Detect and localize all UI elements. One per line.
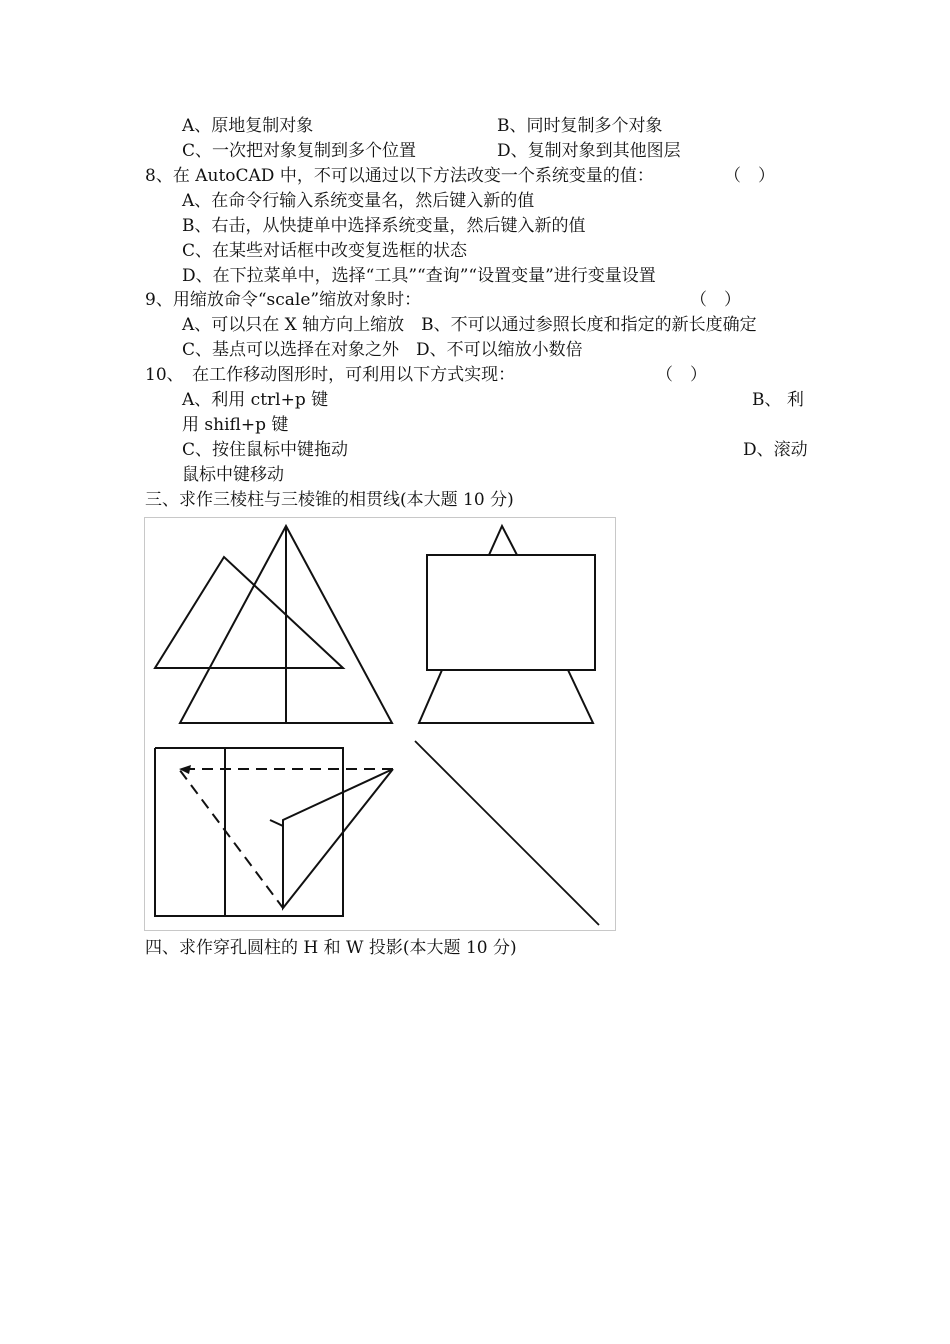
pyramid-side-apex — [489, 526, 517, 555]
q7-option-c: C、一次把对象复制到多个位置 — [182, 141, 417, 161]
q7-option-d: D、复制对象到其他图层 — [497, 141, 681, 161]
front-view — [155, 526, 392, 723]
q9-stem: 9、用缩放命令“scale”缩放对象时： — [145, 290, 422, 310]
prism-side-rectangle — [427, 555, 595, 670]
q9-options-cd: C、基点可以选择在对象之外 D、不可以缩放小数倍 — [182, 340, 583, 360]
q8-option-a: A、在命令行输入系统变量名，然后键入新的值 — [182, 191, 535, 211]
section-3-heading: 三、求作三棱柱与三棱锥的相贯线(本大题 10 分) — [145, 490, 514, 510]
section-4-heading: 四、求作穿孔圆柱的 H 和 W 投影(本大题 10 分) — [145, 938, 517, 958]
q9-answer-blank: （ ） — [690, 290, 741, 310]
q8-stem: 8、在 AutoCAD 中，不可以通过以下方法改变一个系统变量的值： — [145, 166, 654, 186]
q10-stem: 10、 在工作移动图形时，可利用以下方式实现： — [145, 365, 516, 385]
top-view — [155, 748, 393, 916]
q10-option-d-start: D、滚动 — [743, 440, 808, 460]
q7-option-b: B、同时复制多个对象 — [497, 116, 663, 136]
pyramid-top-ridge — [270, 820, 283, 826]
q8-answer-blank: （ ） — [724, 166, 775, 186]
construction-45-line — [415, 741, 599, 925]
q10-option-c: C、按住鼠标中键拖动 — [182, 440, 349, 460]
q9-options-ab: A、可以只在 X 轴方向上缩放 B、不可以通过参照长度和指定的新长度确定 — [182, 315, 757, 335]
side-view — [419, 526, 595, 723]
q8-option-c: C、在某些对话框中改变复选框的状态 — [182, 241, 468, 261]
q10-answer-blank: （ ） — [656, 365, 707, 385]
pyramid-top-visible — [283, 769, 393, 908]
q10-option-a: A、利用 ctrl+p 键 — [182, 390, 329, 410]
q10-option-b-end: 用 shifl+p 键 — [182, 415, 289, 435]
q8-option-b: B、右击，从快捷单中选择系统变量，然后键入新的值 — [182, 216, 586, 236]
q10-option-b-start: B、 利 — [752, 390, 804, 410]
intersection-drawing-figure — [144, 517, 616, 931]
q10-option-d-end: 鼠标中键移动 — [182, 465, 284, 485]
pyramid-top-hidden — [179, 769, 393, 908]
pyramid-side-base — [419, 670, 593, 723]
q7-option-a: A、原地复制对象 — [182, 116, 314, 136]
prism-front-triangle — [155, 557, 343, 668]
q8-option-d: D、在下拉菜单中，选择“工具”“查询”“设置变量”进行变量设置 — [182, 266, 656, 286]
